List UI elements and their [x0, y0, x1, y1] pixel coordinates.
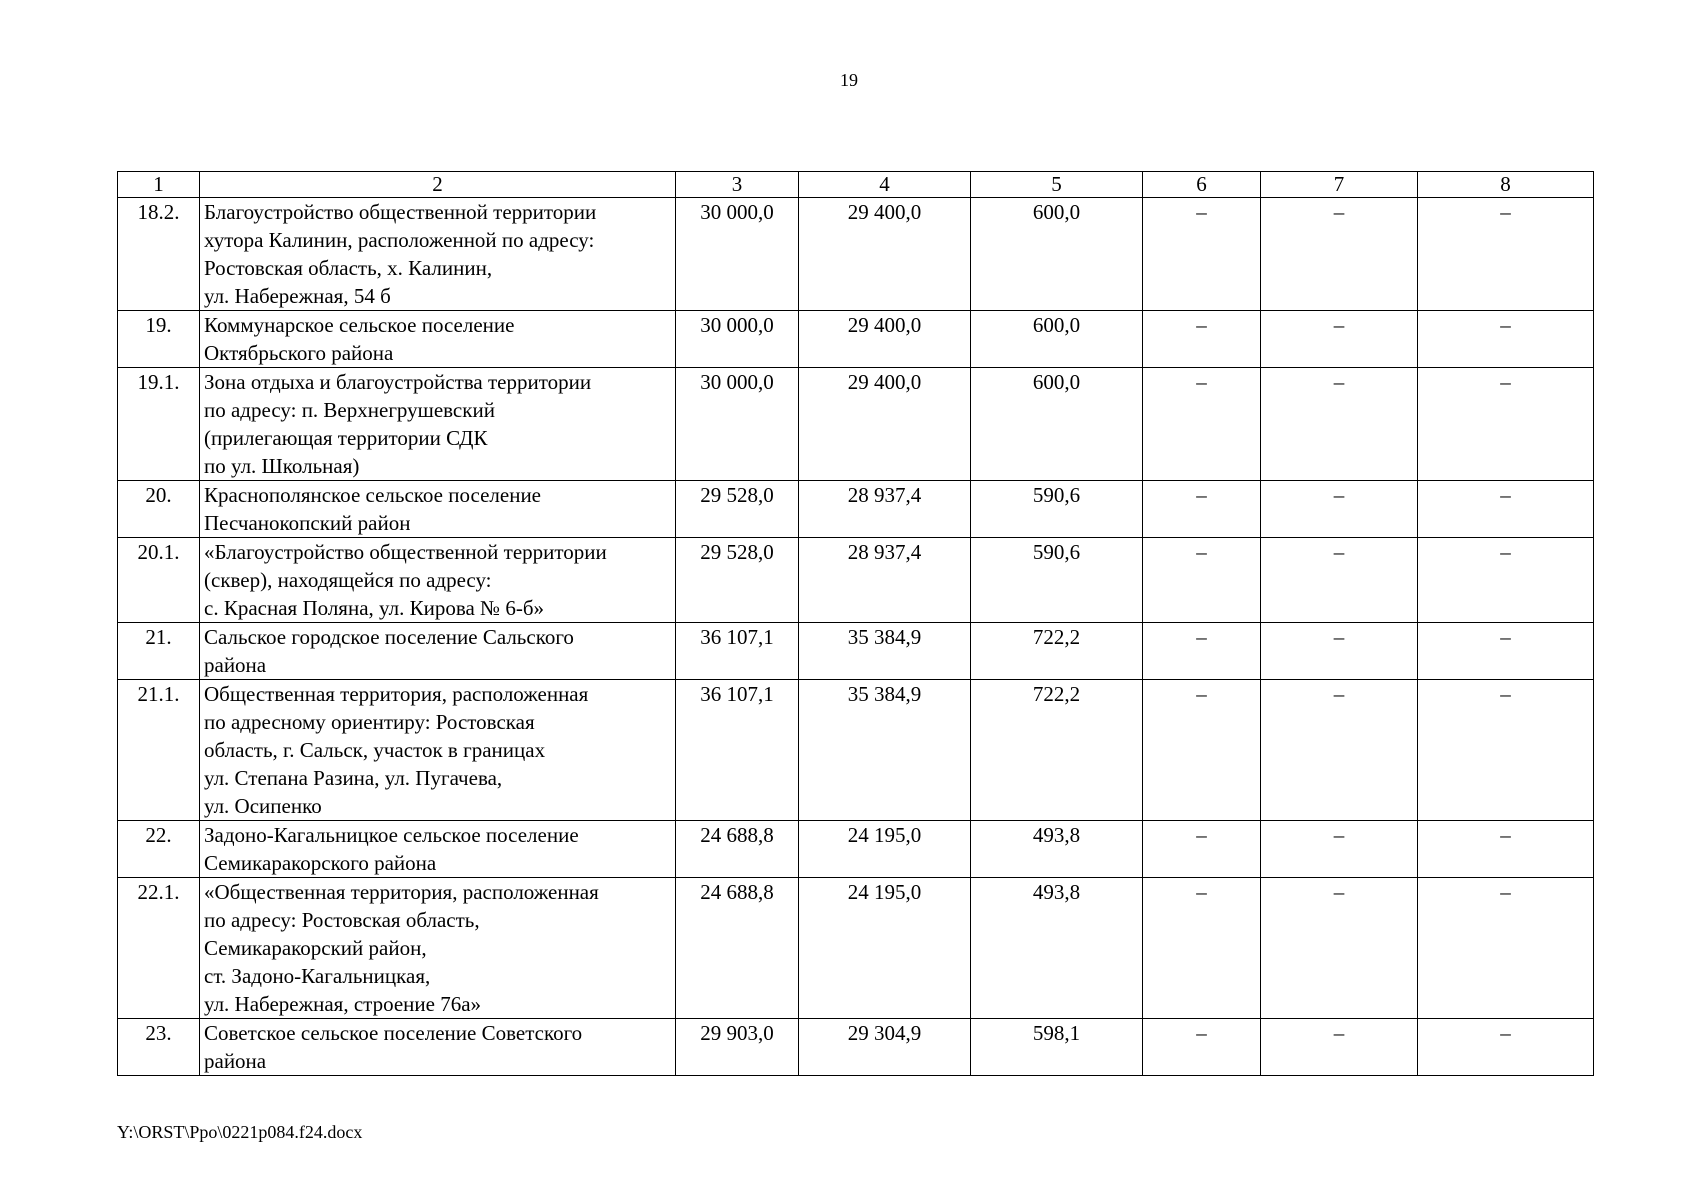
- row-number: 19.: [118, 311, 200, 368]
- row-name-line: Благоустройство общественной территории: [204, 200, 597, 224]
- row-name-line: района: [204, 1049, 267, 1073]
- value-col-8: –: [1418, 538, 1594, 623]
- table-row: [118, 821, 1594, 878]
- row-number: 19.1.: [118, 368, 200, 481]
- table-row: [118, 878, 1594, 1019]
- row-name-line: Сальское городское поселение Сальского: [204, 625, 574, 649]
- row-number: 18.2.: [118, 198, 200, 311]
- value-col-5: 600,0: [971, 368, 1143, 481]
- row-name-line: района: [204, 653, 267, 677]
- row-name: [200, 198, 676, 311]
- value-col-4: 35 384,9: [799, 623, 971, 680]
- row-name: [200, 311, 676, 368]
- row-name-line: Коммунарское сельское поселение: [204, 313, 515, 337]
- value-col-4: 24 195,0: [799, 821, 971, 878]
- row-number: 23.: [118, 1019, 200, 1076]
- value-col-8: –: [1418, 680, 1594, 821]
- header-cell-2: 2: [200, 172, 676, 198]
- row-name: [200, 538, 676, 623]
- value-col-6: –: [1143, 1019, 1261, 1076]
- row-name-line: Семикаракорского района: [204, 851, 437, 875]
- value-col-8: –: [1418, 368, 1594, 481]
- value-col-7: –: [1261, 1019, 1418, 1076]
- row-name: [200, 821, 676, 878]
- row-name-line: Ростовская область, х. Калинин,: [204, 256, 493, 280]
- row-name-line: Краснополянское сельское поселение: [204, 483, 542, 507]
- header-cell-4: 4: [799, 172, 971, 198]
- value-col-3: 29 528,0: [676, 481, 799, 538]
- value-col-7: –: [1261, 368, 1418, 481]
- value-col-7: –: [1261, 311, 1418, 368]
- header-cell-3: 3: [676, 172, 799, 198]
- row-number: 22.1.: [118, 878, 200, 1019]
- table-row: [118, 198, 1594, 311]
- table-row: [118, 481, 1594, 538]
- value-col-5: 598,1: [971, 1019, 1143, 1076]
- row-name: [200, 623, 676, 680]
- value-col-6: –: [1143, 311, 1261, 368]
- row-name-line: (прилегающая территории СДК: [204, 426, 488, 450]
- header-row: [118, 172, 1594, 198]
- data-table: [117, 171, 1594, 1076]
- value-col-4: 29 400,0: [799, 198, 971, 311]
- row-name: [200, 680, 676, 821]
- header-cell-1: 1: [118, 172, 200, 198]
- value-col-3: 30 000,0: [676, 368, 799, 481]
- value-col-8: –: [1418, 198, 1594, 311]
- value-col-5: 600,0: [971, 311, 1143, 368]
- value-col-7: –: [1261, 878, 1418, 1019]
- row-name-line: по адресу: Ростовская область,: [204, 908, 480, 932]
- row-number: 21.1.: [118, 680, 200, 821]
- value-col-7: –: [1261, 680, 1418, 821]
- value-col-7: –: [1261, 481, 1418, 538]
- value-col-4: 29 304,9: [799, 1019, 971, 1076]
- row-name-line: Зона отдыха и благоустройства территории: [204, 370, 592, 394]
- value-col-8: –: [1418, 878, 1594, 1019]
- table-row: [118, 680, 1594, 821]
- value-col-6: –: [1143, 368, 1261, 481]
- row-name-line: хутора Калинин, расположенной по адресу:: [204, 228, 595, 252]
- value-col-3: 30 000,0: [676, 311, 799, 368]
- row-name-line: по адресному ориентиру: Ростовская: [204, 710, 535, 734]
- row-name-line: ул. Набережная, строение 76а»: [204, 992, 482, 1016]
- value-col-5: 600,0: [971, 198, 1143, 311]
- value-col-4: 29 400,0: [799, 368, 971, 481]
- value-col-5: 493,8: [971, 878, 1143, 1019]
- value-col-6: –: [1143, 821, 1261, 878]
- value-col-7: –: [1261, 623, 1418, 680]
- value-col-8: –: [1418, 821, 1594, 878]
- row-name-line: ул. Степана Разина, ул. Пугачева,: [204, 766, 503, 790]
- value-col-6: –: [1143, 481, 1261, 538]
- row-name-line: Задоно-Кагальницкое сельское поселение: [204, 823, 579, 847]
- row-name-line: Семикаракорский район,: [204, 936, 427, 960]
- value-col-8: –: [1418, 311, 1594, 368]
- header-cell-6: 6: [1143, 172, 1261, 198]
- value-col-5: 722,2: [971, 680, 1143, 821]
- value-col-5: 590,6: [971, 481, 1143, 538]
- value-col-7: –: [1261, 198, 1418, 311]
- value-col-4: 24 195,0: [799, 878, 971, 1019]
- value-col-4: 29 400,0: [799, 311, 971, 368]
- value-col-3: 36 107,1: [676, 680, 799, 821]
- value-col-6: –: [1143, 198, 1261, 311]
- row-name-line: (сквер), находящейся по адресу:: [204, 568, 492, 592]
- row-name-line: область, г. Сальск, участок в границах: [204, 738, 546, 762]
- row-name: [200, 1019, 676, 1076]
- row-name-line: Октябрьского района: [204, 341, 394, 365]
- value-col-4: 28 937,4: [799, 481, 971, 538]
- row-number: 20.1.: [118, 538, 200, 623]
- value-col-6: –: [1143, 680, 1261, 821]
- row-number: 20.: [118, 481, 200, 538]
- row-name-line: с. Красная Поляна, ул. Кирова № 6-б»: [204, 596, 544, 620]
- value-col-8: –: [1418, 481, 1594, 538]
- table-row: [118, 311, 1594, 368]
- value-col-7: –: [1261, 821, 1418, 878]
- value-col-5: 722,2: [971, 623, 1143, 680]
- row-name: [200, 878, 676, 1019]
- row-name-line: «Общественная территория, расположенная: [204, 880, 599, 904]
- value-col-3: 29 903,0: [676, 1019, 799, 1076]
- table-row: [118, 538, 1594, 623]
- value-col-4: 35 384,9: [799, 680, 971, 821]
- row-number: 22.: [118, 821, 200, 878]
- footer-file-path: Y:\ORST\Ppo\0221p084.f24.docx: [117, 1122, 363, 1142]
- row-name-line: по ул. Школьная): [204, 454, 360, 478]
- header-cell-7: 7: [1261, 172, 1418, 198]
- value-col-6: –: [1143, 538, 1261, 623]
- header-cell-5: 5: [971, 172, 1143, 198]
- table-row: [118, 623, 1594, 680]
- row-name-line: «Благоустройство общественной территории: [204, 540, 607, 564]
- row-name-line: Песчанокопский район: [204, 511, 411, 535]
- value-col-5: 493,8: [971, 821, 1143, 878]
- row-name-line: ул. Набережная, 54 б: [204, 284, 391, 308]
- row-name: [200, 481, 676, 538]
- value-col-6: –: [1143, 623, 1261, 680]
- header-cell-8: 8: [1418, 172, 1594, 198]
- value-col-3: 36 107,1: [676, 623, 799, 680]
- value-col-3: 29 528,0: [676, 538, 799, 623]
- table-row: [118, 1019, 1594, 1076]
- row-number: 21.: [118, 623, 200, 680]
- value-col-3: 24 688,8: [676, 821, 799, 878]
- value-col-8: –: [1418, 1019, 1594, 1076]
- row-name-line: по адресу: п. Верхнегрушевский: [204, 398, 495, 422]
- row-name-line: Советское сельское поселение Советского: [204, 1021, 583, 1045]
- row-name: [200, 368, 676, 481]
- value-col-4: 28 937,4: [799, 538, 971, 623]
- value-col-6: –: [1143, 878, 1261, 1019]
- row-name-line: ул. Осипенко: [204, 794, 322, 818]
- table-body: [118, 198, 1594, 1076]
- value-col-8: –: [1418, 623, 1594, 680]
- table-row: [118, 368, 1594, 481]
- value-col-3: 24 688,8: [676, 878, 799, 1019]
- row-name-line: ст. Задоно-Кагальницкая,: [204, 964, 431, 988]
- value-col-7: –: [1261, 538, 1418, 623]
- value-col-5: 590,6: [971, 538, 1143, 623]
- row-name-line: Общественная территория, расположенная: [204, 682, 589, 706]
- value-col-3: 30 000,0: [676, 198, 799, 311]
- page-number: 19: [840, 70, 858, 90]
